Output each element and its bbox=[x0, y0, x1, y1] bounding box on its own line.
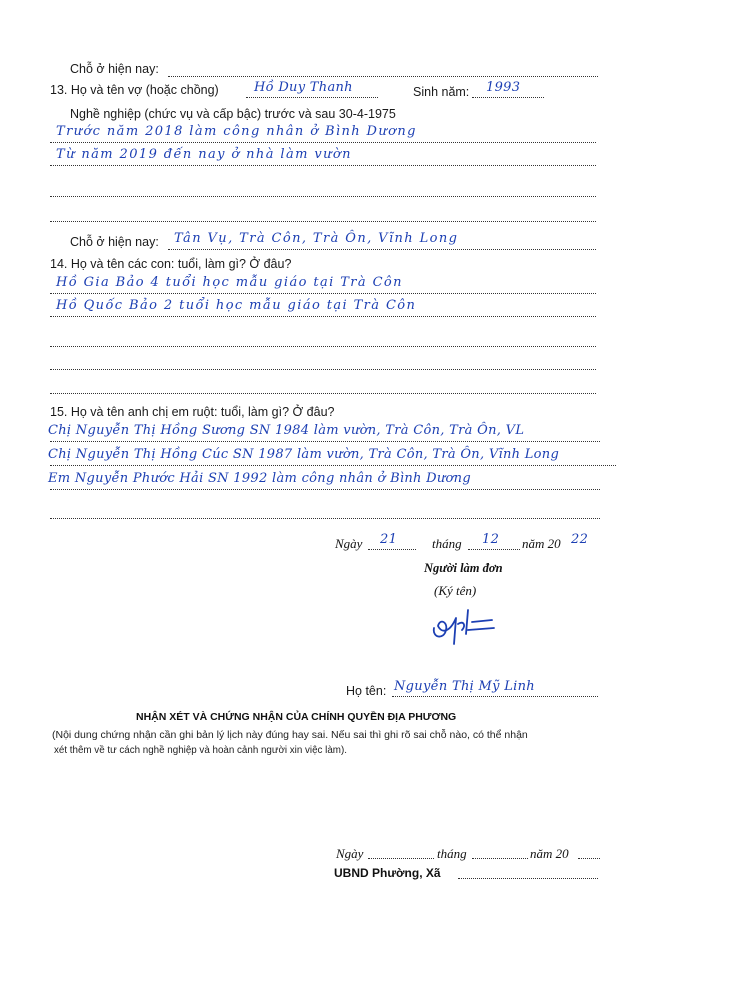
children-label: 14. Họ và tên các con: tuổi, làm gì? Ở đâu? bbox=[50, 257, 292, 271]
siblings-line-1[interactable] bbox=[50, 441, 600, 442]
applicant-title: Người làm đơn bbox=[424, 561, 503, 575]
spouse-name-field[interactable] bbox=[246, 97, 378, 98]
applicant-name-value: Nguyễn Thị Mỹ Linh bbox=[394, 679, 535, 694]
spouse-address-field[interactable] bbox=[168, 249, 596, 250]
cert-date-year-field[interactable] bbox=[578, 858, 600, 859]
occupation-line-2[interactable] bbox=[50, 165, 596, 166]
date-month-label: tháng bbox=[432, 536, 462, 551]
birth-year-field[interactable] bbox=[472, 97, 544, 98]
date-day-value: 21 bbox=[380, 532, 398, 547]
current-address-label: Chỗ ở hiện nay: bbox=[70, 62, 159, 76]
siblings-label: 15. Họ và tên anh chị em ruột: tuổi, làm gì? Ở đâu? bbox=[50, 405, 335, 419]
occupation-label: Nghề nghiệp (chức vụ và cấp bậc) trước và sau 30-4-1975 bbox=[70, 107, 396, 121]
birth-year-label: Sinh năm: bbox=[413, 85, 470, 99]
spouse-label: 13. Họ và tên vợ (hoặc chồng) bbox=[50, 83, 219, 97]
certification-note-1: (Nội dung chứng nhận cần ghi bản lý lịch này đúng hay sai. Nếu sai thì ghi rõ sai chỗ nào, có thể nhận bbox=[52, 729, 528, 741]
cert-date-day-label: Ngày bbox=[336, 846, 364, 861]
ubnd-label: UBND Phường, Xã bbox=[334, 866, 441, 880]
spouse-name-value: Hồ Duy Thanh bbox=[254, 80, 353, 95]
date-day-label: Ngày bbox=[335, 536, 363, 551]
cert-date-month-field[interactable] bbox=[472, 858, 528, 859]
children-text-2: Hồ Quốc Bảo 2 tuổi học mẫu giáo tại Trà Côn bbox=[56, 298, 417, 313]
occupation-line-3[interactable] bbox=[50, 196, 596, 197]
date-month-field[interactable] bbox=[468, 549, 520, 550]
applicant-name-field[interactable] bbox=[392, 696, 598, 697]
certification-title: NHẬN XÉT VÀ CHỨNG NHẬN CỦA CHÍNH QUYỀN ĐỊA PHƯƠNG bbox=[136, 711, 457, 723]
date-year-value: 22 bbox=[571, 532, 589, 547]
siblings-line-3[interactable] bbox=[50, 489, 600, 490]
occupation-line-1[interactable] bbox=[50, 142, 596, 143]
spouse-address-value: Tân Vụ, Trà Côn, Trà Ôn, Vĩnh Long bbox=[174, 231, 459, 246]
applicant-name-label: Họ tên: bbox=[346, 684, 387, 698]
date-month-value: 12 bbox=[482, 532, 500, 547]
siblings-text-3: Em Nguyễn Phước Hải SN 1992 làm công nhân ở Bình Dương bbox=[48, 471, 471, 486]
cert-date-month-label: tháng bbox=[437, 846, 467, 861]
children-line-5[interactable] bbox=[50, 393, 596, 394]
birth-year-value: 1993 bbox=[486, 80, 521, 95]
date-day-field[interactable] bbox=[368, 549, 416, 550]
children-line-3[interactable] bbox=[50, 346, 596, 347]
applicant-signature bbox=[428, 604, 498, 646]
siblings-line-2[interactable] bbox=[50, 465, 616, 466]
certification-note-2: xét thêm về tư cách nghề nghiệp và hoàn cảnh người xin việc làm). bbox=[54, 745, 347, 756]
cert-date-year-label: năm 20 bbox=[530, 846, 569, 861]
children-line-1[interactable] bbox=[50, 293, 596, 294]
occupation-text-2: Từ năm 2019 đến nay ở nhà làm vườn bbox=[56, 147, 352, 162]
siblings-line-4[interactable] bbox=[50, 518, 600, 519]
spouse-address-label: Chỗ ở hiện nay: bbox=[70, 235, 159, 249]
date-year-label: năm 20 bbox=[522, 536, 561, 551]
sign-label: (Ký tên) bbox=[434, 583, 477, 598]
ubnd-field[interactable] bbox=[458, 878, 598, 879]
siblings-text-2: Chị Nguyễn Thị Hồng Cúc SN 1987 làm vườn, Trà Côn, Trà Ôn, Vĩnh Long bbox=[48, 447, 560, 462]
current-address-field[interactable] bbox=[168, 76, 598, 77]
occupation-text-1: Trước năm 2018 làm công nhân ở Bình Dương bbox=[56, 124, 417, 139]
children-text-1: Hồ Gia Bảo 4 tuổi học mẫu giáo tại Trà Côn bbox=[56, 275, 403, 290]
cert-date-day-field[interactable] bbox=[368, 858, 434, 859]
children-line-2[interactable] bbox=[50, 316, 596, 317]
siblings-text-1: Chị Nguyễn Thị Hồng Sương SN 1984 làm vườn, Trà Côn, Trà Ôn, VL bbox=[48, 423, 525, 438]
children-line-4[interactable] bbox=[50, 369, 596, 370]
occupation-line-4[interactable] bbox=[50, 221, 596, 222]
